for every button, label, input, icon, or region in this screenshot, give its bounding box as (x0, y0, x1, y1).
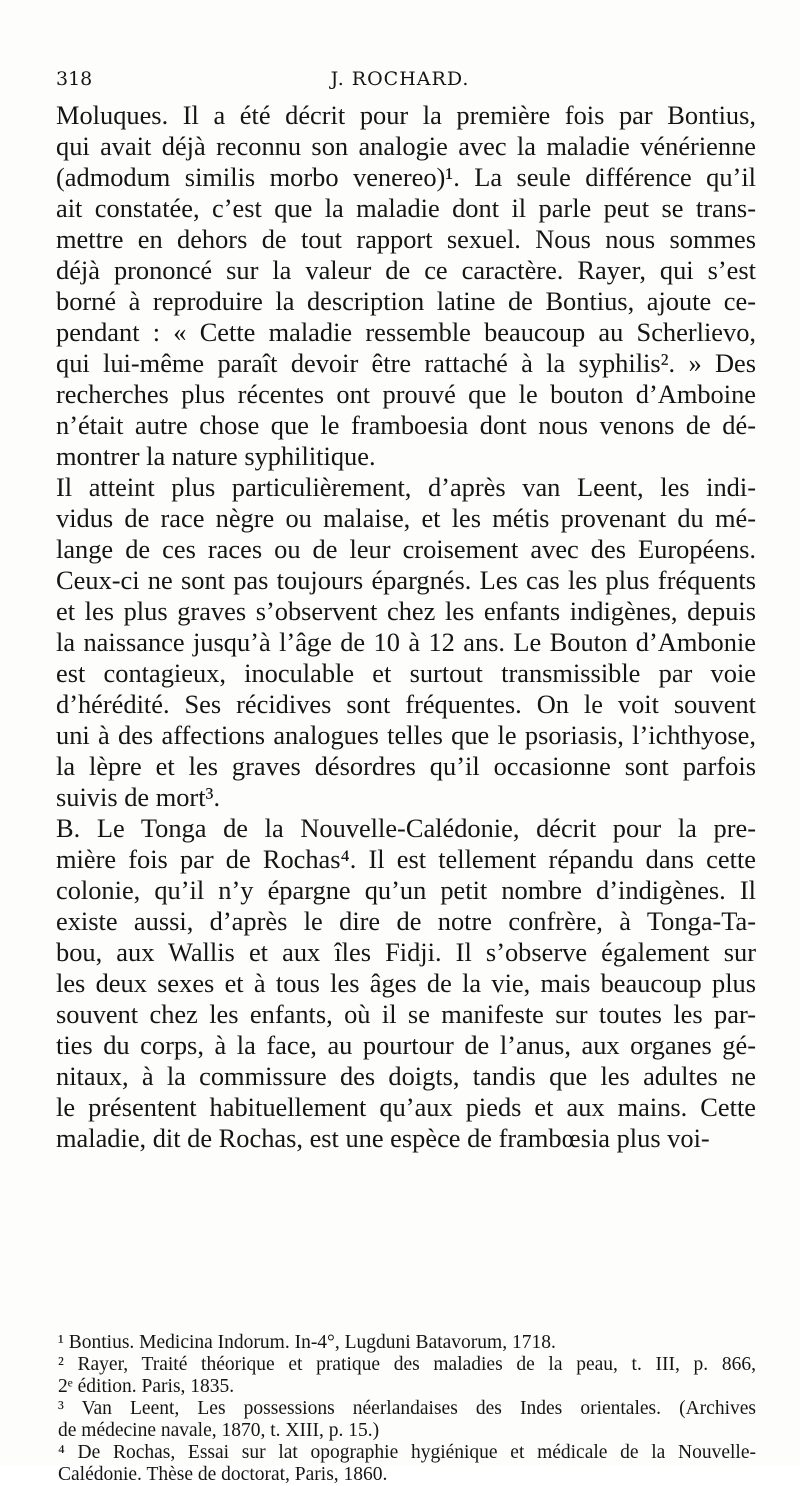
text-line: est contagieux, inoculable et surtout transmissible par voie (56, 658, 756, 688)
text-line: déjà prononcé sur la valeur de ce caractère. Rayer, qui s’est (56, 255, 756, 285)
text-line: borné à reproduire la description latine de Bontius, ajoute ce- (56, 286, 756, 316)
footnotes (58, 1332, 756, 1486)
text-line: qui lui-même paraît devoir être rattaché à la syphilis². » Des (56, 348, 756, 378)
footnote-line: Calédonie. Thèse de doctorat, Paris, 1860. (58, 1464, 388, 1485)
text-line: mière fois par de Rochas⁴. Il est tellement répandu dans cette (56, 844, 756, 874)
text-line: vidus de race nègre ou malaise, et les métis provenant du mé- (56, 503, 756, 533)
footnote-line: de médecine navale, 1870, t. XIII, p. 15.) (58, 1420, 380, 1441)
text-line: existe aussi, d’après le dire de notre confrère, à Tonga-Ta- (56, 906, 756, 936)
text-line: colonie, qu’il n’y épargne qu’un petit nombre d’indigènes. Il (56, 875, 756, 905)
text-line: nitaux, à la commissure des doigts, tandis que les adultes ne (56, 1061, 756, 1091)
text-line: le présentent habituellement qu’aux pieds et aux mains. Cette (56, 1092, 756, 1122)
footnote-line: 2ᵉ édition. Paris, 1835. (58, 1376, 235, 1397)
text-line: Il atteint plus particulièrement, d’après van Leent, les indi- (56, 472, 756, 502)
body-text (56, 100, 756, 1154)
text-line: qui avait déjà reconnu son analogie avec la maladie vénérienne (56, 131, 756, 161)
text-line: n’était autre chose que le framboesia dont nous venons de dé- (56, 410, 756, 440)
text-line: suivis de mort³. (56, 782, 221, 812)
footnote-line: ² Rayer, Traité théorique et pratique des maladies de la peau, t. III, p. 866, (58, 1354, 756, 1375)
text-line: B. Le Tonga de la Nouvelle-Calédonie, décrit pour la pre- (56, 813, 756, 843)
text-line: la naissance jusqu’à l’âge de 10 à 12 ans. Le Bouton d’Ambonie (56, 627, 756, 657)
running-title: J. ROCHARD. (330, 68, 470, 90)
text-line: ties du corps, à la face, au pourtour de l’anus, aux organes gé- (56, 1030, 756, 1060)
text-line: souvent chez les enfants, où il se manifeste sur toutes les par- (56, 999, 756, 1029)
text-line: Ceux-ci ne sont pas toujours épargnés. Les cas les plus fréquents (56, 565, 756, 595)
text-line: (admodum similis morbo venereo)¹. La seule différence qu’il (56, 162, 756, 192)
text-line: les deux sexes et à tous les âges de la vie, mais beaucoup plus (56, 968, 756, 998)
text-line: montrer la nature syphilitique. (56, 441, 376, 471)
footnote-line: ¹ Bontius. Medicina Indorum. In-4°, Lugduni Batavorum, 1718. (58, 1332, 556, 1353)
text-line: bou, aux Wallis et aux îles Fidji. Il s’observe également sur (56, 937, 756, 967)
text-line: uni à des affections analogues telles que le psoriasis, l’ichthyose, (56, 720, 756, 750)
footnote-line: ³ Van Leent, Les possessions néerlandaises des Indes orientales. (Archives (58, 1398, 756, 1419)
text-line: maladie, dit de Rochas, est une espèce de frambœsia plus voi- (56, 1123, 710, 1153)
text-line: et les plus graves s’observent chez les enfants indigènes, depuis (56, 596, 756, 626)
text-line: recherches plus récentes ont prouvé que le bouton d’Amboine (56, 379, 756, 409)
text-line: Moluques. Il a été décrit pour la première fois par Bontius, (56, 100, 756, 130)
page-number: 318 (56, 68, 93, 90)
text-line: la lèpre et les graves désordres qu’il occasionne sont parfois (56, 751, 756, 781)
text-line: pendant : « Cette maladie ressemble beaucoup au Scherlievo, (56, 317, 756, 347)
running-header (56, 68, 744, 98)
footnote-line: ⁴ De Rochas, Essai sur lat opographie hygiénique et médicale de la Nouvelle- (58, 1442, 756, 1463)
text-line: mettre en dehors de tout rapport sexuel. Nous nous sommes (56, 224, 756, 254)
text-line: lange de ces races ou de leur croisement avec des Européens. (56, 534, 756, 564)
text-line: ait constatée, c’est que la maladie dont il parle peut se trans- (56, 193, 756, 223)
text-line: d’hérédité. Ses récidives sont fréquentes. On le voit souvent (56, 689, 756, 719)
